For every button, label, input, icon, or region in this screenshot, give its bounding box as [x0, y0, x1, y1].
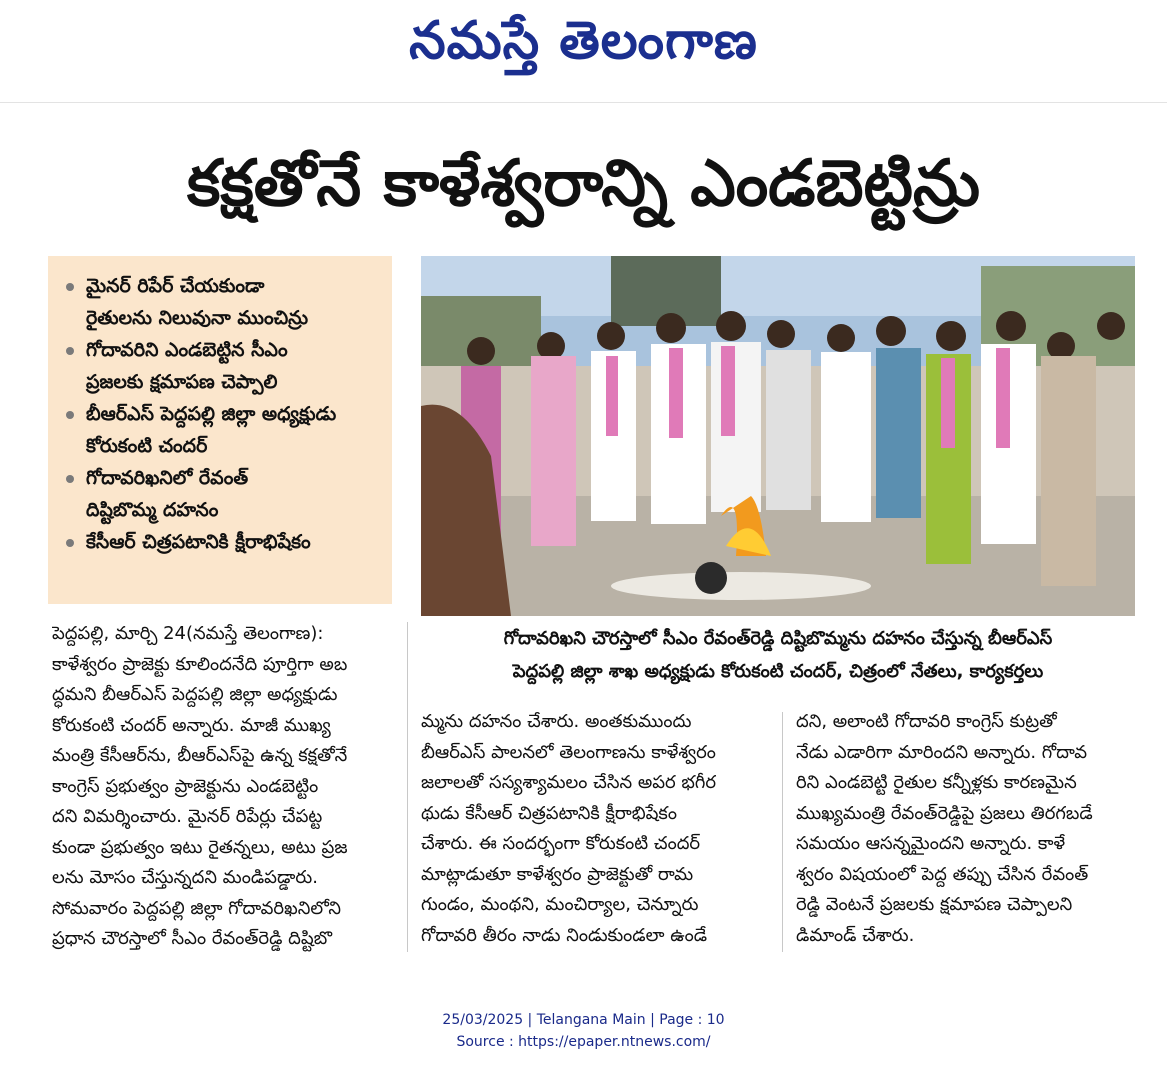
article-line: కోరుకంటి చందర్ అన్నారు. మాజీ ముఖ్య	[52, 714, 331, 736]
article-column-3	[796, 707, 1136, 951]
column-divider	[782, 712, 783, 952]
protest-photo-illustration	[421, 256, 1135, 616]
highlight-line: రైతులను నిలువునా ముంచిన్రు	[86, 307, 309, 329]
article-column-2	[421, 707, 767, 951]
masthead-logo: నమస్తే తెలంగాణ	[409, 10, 758, 71]
highlight-line: కేసీఆర్ చిత్రపటానికి క్షీరాభిషేకం	[86, 531, 311, 553]
article-line: సమయం ఆసన్నమైందని అన్నారు. కాళే	[796, 833, 1066, 854]
article-line: మాట్లాడుతూ కాళేశ్వరం ప్రాజెక్టుతో రామ	[421, 863, 694, 885]
article-line: నేడు ఎడారిగా మారిందని అన్నారు. గోదావ	[796, 741, 1088, 763]
article-line: ద్ధమని బీఆర్ఎస్ పెద్దపల్లి జిల్లా అధ్యక్షుడు	[52, 684, 338, 705]
footer-date-edition: 25/03/2025 | Telangana Main | Page : 10	[442, 1012, 725, 1028]
article-line: కుండా ప్రభుత్వం ఇటు రైతన్నలు, అటు ప్రజ	[52, 836, 348, 858]
article-line: చేశారు. ఈ సందర్భంగా కోరుకంటి చందర్	[421, 833, 701, 854]
article-line: థుడు కేసీఆర్ చిత్రపటానికి క్షీరాభిషేకం	[421, 802, 677, 824]
article-line: గోదావరి తీరం నాడు నిండుకుండలా ఉండే	[421, 924, 708, 946]
article-line: పెద్దపల్లి, మార్చి 24(నమస్తే తెలంగాణ):	[52, 623, 324, 644]
highlight-line: కోరుకంటి చందర్	[86, 435, 208, 457]
article-line: ప్రధాన చౌరస్తాలో సీఎం రేవంత్‌రెడ్డి దిష్టిబొ	[52, 928, 332, 949]
article-line: దని, అలాంటి గోదావరి కాంగ్రెస్ కుట్రతో	[796, 711, 1057, 732]
highlight-line: గోదావరిని ఎండబెట్టిన సీఎం	[86, 339, 288, 361]
highlights-list	[66, 270, 382, 558]
highlight-item	[66, 334, 382, 398]
article-line: దని విమర్శించారు. మైనర్ రిపేర్లు చేపట్ట	[52, 806, 323, 827]
caption-line-1: గోదావరిఖని చౌరస్తాలో సీఎం రేవంత్‌రెడ్డి దిష్టిబొమ్మను దహనం చేస్తున్న బీఆర్ఎస్	[503, 628, 1053, 649]
article-line: రెడ్డి వెంటనే ప్రజలకు క్షమాపణ చెప్పాలని	[796, 894, 1073, 915]
highlight-line: ప్రజలకు క్షమాపణ చెప్పాలి	[86, 371, 278, 393]
article-line: మ్మను దహనం చేశారు. అంతకుముందు	[421, 711, 692, 732]
highlight-line: దిష్టిబొమ్మ దహనం	[86, 499, 219, 521]
article-line: రిని ఎండబెట్టి రైతుల కన్నీళ్లకు కారణమైన	[796, 772, 1077, 793]
article-line: కాళేశ్వరం ప్రాజెక్టు కూలిందనేది పూర్తిగా అబ	[52, 653, 348, 675]
highlight-line: బీఆర్ఎస్ పెద్దపల్లి జిల్లా అధ్యక్షుడు	[86, 403, 337, 425]
article-line: కాంగ్రెస్ ప్రభుత్వం ప్రాజెక్టును ఎండబెట్టిం	[52, 775, 319, 797]
article-line: ముఖ్యమంత్రి రేవంత్‌రెడ్డిపై ప్రజలు తిరగబడే	[796, 802, 1093, 824]
photo-caption	[421, 622, 1135, 688]
highlight-line: గోదావరిఖనిలో రేవంత్	[86, 467, 249, 489]
article-line: శ్వరం విషయంలో పెద్ద తప్పు చేసిన రేవంత్	[796, 863, 1089, 885]
highlight-item	[66, 462, 382, 526]
article-line: లను మోసం చేస్తున్నదని మండిపడ్డారు.	[52, 867, 318, 888]
article-headline: కక్షతోనే కాళేశ్వరాన్ని ఎండబెట్టిన్రు	[186, 147, 981, 221]
footer-source: Source : https://epaper.ntnews.com/	[456, 1034, 711, 1050]
article-line: డిమాండ్ చేశారు.	[796, 924, 915, 946]
highlight-item	[66, 526, 382, 558]
highlights-box	[48, 256, 392, 604]
article-line: గుండం, మంథని, మంచిర్యాల, చెన్నూరు	[421, 894, 699, 915]
highlight-item	[66, 270, 382, 334]
article-line: జలాలతో సస్యశ్యామలం చేసిన అపర భగీర	[421, 772, 717, 793]
caption-line-2: పెద్దపల్లి జిల్లా శాఖ అధ్యక్షుడు కోరుకంటి చందర్, చిత్రంలో నేతలు, కార్యకర్తలు	[512, 661, 1044, 682]
article-line: బీఆర్ఎస్ పాలనలో తెలంగాణను కాళేశ్వరం	[421, 741, 716, 763]
protest-photo	[421, 256, 1135, 616]
article-line: సోమవారం పెద్దపల్లి జిల్లా గోదావరిఖనిలోని	[52, 897, 342, 919]
column-divider	[407, 622, 408, 952]
highlight-line: మైనర్ రిపేర్ చేయకుండా	[86, 275, 265, 297]
article-column-1	[52, 619, 394, 955]
article-line: మంత్రి కేసీఆర్‌ను, బీఆర్ఎస్‌పై ఉన్న కక్షతోనే	[52, 745, 348, 766]
highlight-item	[66, 398, 382, 462]
masthead-divider	[0, 102, 1167, 103]
